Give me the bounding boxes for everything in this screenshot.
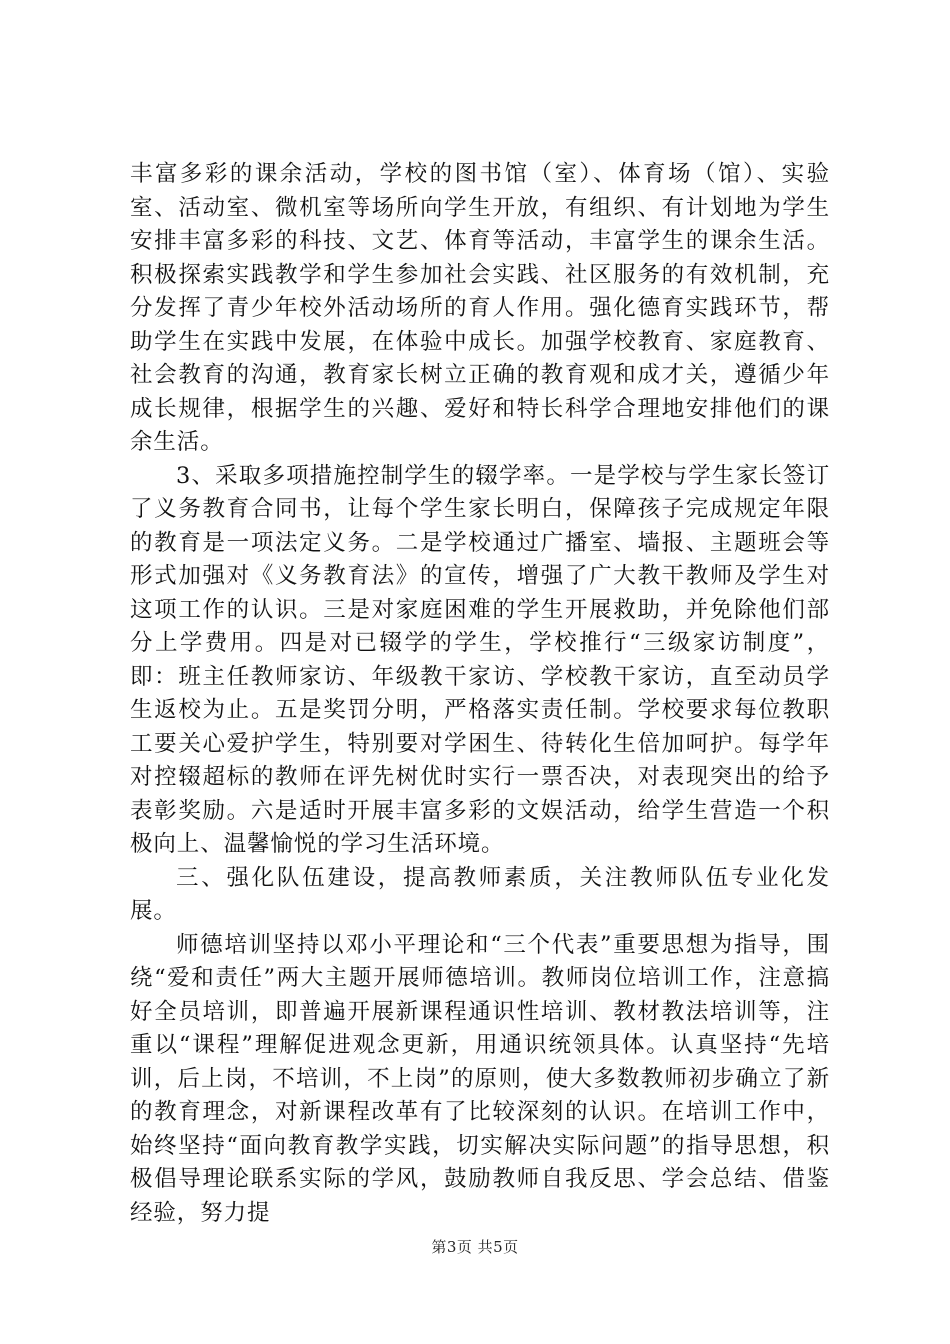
- paragraph-4: 师德培训坚持以邓小平理论和“三个代表”重要思想为指导，围绕“爱和责任”两大主题开展师德培训。教师岗位培训工作，注意搞好全员培训，即普遍开展新课程通识性培训、教材教法培训等，注重以“课程”理解促进观念更新，用通识统领具体。认真坚持“先培训，后上岗，不培训，不上岗”的原则，使大多数教师初步确立了新的教育理念，对新课程改革有了比较深刻的认识。在培训工作中，始终坚持“面向教育教学实践，切实解决实际问题”的指导思想，积极倡导理论联系实际的学风，鼓励教师自我反思、学会总结、借鉴经验，努力提: [130, 931, 830, 1226]
- paragraph-2: 3、采取多项措施控制学生的辍学率。一是学校与学生家长签订了义务教育合同书，让每个学生家长明白，保障孩子完成规定年限的教育是一项法定义务。二是学校通过广播室、墙报、主题班会等形式加强对《义务教育法》的宣传，增强了广大教干教师及学生对这项工作的认识。三是对家庭困难的学生开展救助，并免除他们部分上学费用。四是对已辍学的学生，学校推行“三级家访制度”，即：班主任教师家访、年级教干家访、学校教干家访，直至动员学生返校为止。五是奖罚分明，严格落实责任制。学校要求每位教职工要关心爱护学生，特别要对学困生、待转化生倍加呵护。每学年对控辍超标的教师在评先树优时实行一票否决，对表现突出的给予表彰奖励。六是适时开展丰富多彩的文娱活动，给学生营造一个积极向上、温馨愉悦的学习生活环境。: [130, 462, 830, 857]
- paragraph-3-heading: 三、强化队伍建设，提高教师素质，关注教师队伍专业化发展。: [130, 864, 830, 924]
- paragraph-1: 丰富多彩的课余活动，学校的图书馆（室）、体育场（馆）、实验室、活动室、微机室等场所向学生开放，有组织、有计划地为学生安排丰富多彩的科技、文艺、体育等活动，丰富学生的课余生活。积极探索实践教学和学生参加社会实践、社区服务的有效机制，充分发挥了青少年校外活动场所的育人作用。强化德育实践环节，帮助学生在实践中发展，在体验中成长。加强学校教育、家庭教育、社会教育的沟通，教育家长树立正确的教育观和成才关，遵循少年成长规律，根据学生的兴趣、爱好和特长科学合理地安排他们的课余生活。: [130, 161, 830, 455]
- page-footer: 第3页 共5页: [431, 1238, 519, 1256]
- document-body: [130, 158, 830, 1230]
